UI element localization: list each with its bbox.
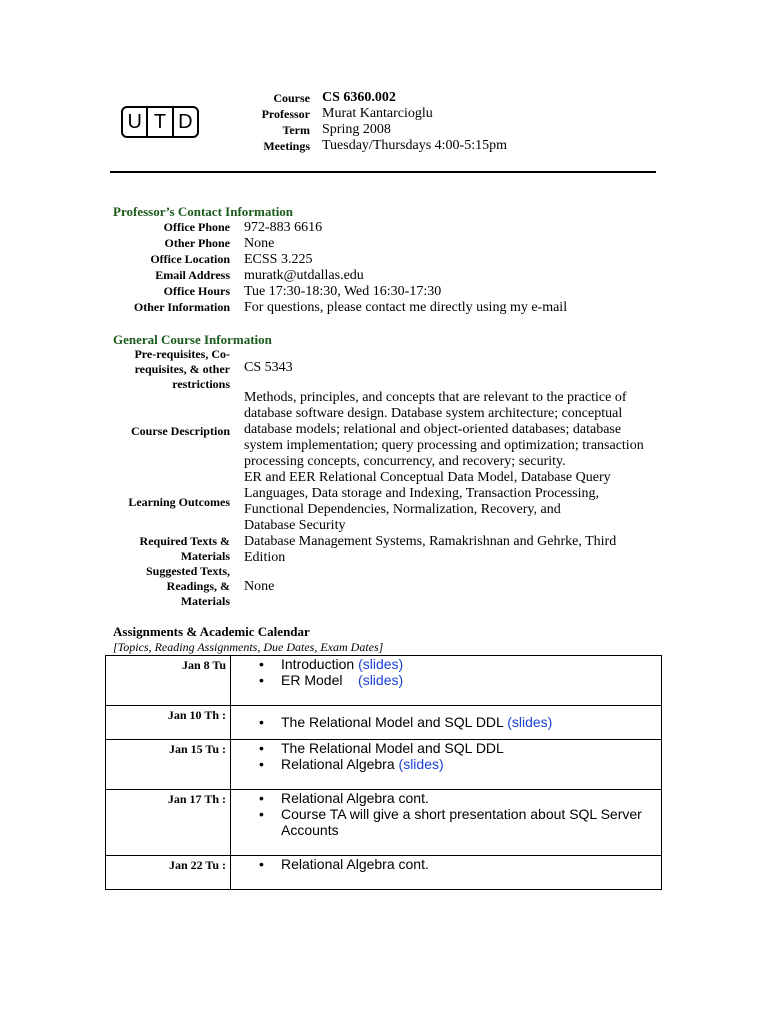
topic-text: The Relational Model and SQL DDL — [281, 714, 508, 730]
description-line: database software design. Database system architecture; conceptual — [244, 406, 623, 421]
required-label-line: Required Texts & — [139, 534, 230, 548]
calendar-topics — [231, 706, 662, 740]
contact-value: For questions, please contact me directly using my e-mail — [244, 300, 568, 315]
topic-text: Relational Algebra cont. — [281, 856, 429, 872]
header-value: Tuesday/Thursdays 4:00-5:15pm — [322, 138, 507, 153]
topic-text: The Relational Model and SQL DDL — [281, 740, 504, 756]
prereq-row — [100, 347, 644, 392]
utd-logo — [121, 106, 199, 138]
prereq-value: CS 5343 — [244, 360, 293, 375]
header-divider — [110, 171, 656, 173]
contact-label: Office Hours — [163, 284, 230, 298]
slides-link[interactable]: (slides) — [507, 714, 553, 730]
list-item — [281, 672, 661, 688]
required-label-line: Materials — [180, 549, 230, 563]
calendar-topics — [231, 790, 662, 856]
contact-value: 972-883 6616 — [244, 220, 323, 235]
required-texts-value — [244, 534, 644, 566]
suggested-texts-row — [100, 564, 644, 609]
calendar-table — [105, 655, 662, 890]
description-label: Course Description — [131, 424, 230, 438]
table-row — [106, 790, 662, 856]
table-row — [106, 706, 662, 740]
table-row — [106, 856, 662, 890]
general-section-title: General Course Information — [113, 332, 272, 347]
required-texts-row — [100, 534, 644, 566]
description-line: system implementation; query processing and optimization; transaction — [244, 438, 644, 453]
header-label: Term — [282, 123, 310, 137]
contact-row-office-phone — [100, 220, 644, 236]
contact-row-email — [100, 268, 644, 284]
header-label: Professor — [261, 107, 310, 121]
contact-value: None — [244, 236, 275, 251]
topic-text: Course TA will give a short presentation about SQL Server Accounts — [281, 806, 642, 838]
email-address-value[interactable]: muratk@utdallas.edu — [244, 268, 364, 283]
header-label: Meetings — [263, 139, 310, 153]
table-row — [106, 656, 662, 706]
outcomes-row — [100, 470, 644, 534]
topic-text: Introduction — [281, 656, 359, 672]
calendar-topics — [231, 740, 662, 790]
header-value: Spring 2008 — [322, 122, 391, 137]
topic-list — [231, 740, 661, 772]
list-item — [281, 856, 661, 872]
header-row-meetings — [200, 138, 507, 154]
topic-list — [231, 790, 661, 838]
outcomes-line: Functional Dependencies, Normalization, Recovery, and — [244, 502, 561, 517]
contact-label: Email Address — [155, 268, 230, 282]
contact-section-title: Professor’s Contact Information — [113, 204, 294, 219]
header-value: Murat Kantarcioglu — [322, 106, 433, 121]
calendar-date: Jan 22 Tu : — [106, 856, 231, 890]
contact-row-other-phone — [100, 236, 644, 252]
outcomes-value — [244, 470, 644, 534]
topic-list — [231, 714, 661, 730]
suggested-texts-label — [100, 564, 230, 609]
topic-text: ER Model — [281, 672, 359, 688]
slides-link[interactable]: (slides) — [398, 756, 444, 772]
calendar-topics — [231, 856, 662, 890]
contact-value: ECSS 3.225 — [244, 252, 313, 267]
calendar-date: Jan 17 Th : — [106, 790, 231, 856]
header-row-course — [200, 90, 507, 106]
topic-text: Relational Algebra — [281, 756, 399, 772]
header-row-term — [200, 122, 507, 138]
suggested-label-line: Materials — [180, 594, 230, 608]
list-item — [281, 656, 661, 672]
topic-list — [231, 856, 661, 872]
description-value — [244, 390, 644, 470]
prereq-label-line: requisites, & other — [134, 362, 230, 376]
logo-letter-u: U — [127, 110, 142, 133]
list-item — [281, 806, 661, 838]
calendar-topics — [231, 656, 662, 706]
outcomes-label: Learning Outcomes — [128, 495, 230, 509]
contact-label: Other Information — [133, 300, 230, 314]
header-label: Course — [273, 91, 310, 105]
description-line: database models; relational and object-oriented databases; database — [244, 422, 622, 437]
contact-row-office-hours — [100, 284, 644, 300]
list-item — [281, 740, 661, 756]
outcomes-line: Languages, Data storage and Indexing, Transaction Processing, — [244, 486, 599, 501]
logo-letter-t: T — [146, 108, 171, 136]
topic-text: Relational Algebra cont. — [281, 790, 429, 806]
list-item — [281, 756, 661, 772]
contact-label: Office Phone — [163, 220, 230, 234]
suggested-label-line: Readings, & — [166, 579, 230, 593]
outcomes-line: ER and EER Relational Conceptual Data Model, Database Query — [244, 470, 611, 485]
prereq-label — [100, 347, 230, 392]
topic-list — [231, 656, 661, 688]
description-line: Methods, principles, and concepts that are relevant to the practice of — [244, 390, 627, 405]
calendar-date: Jan 10 Th : — [106, 706, 231, 740]
list-item — [281, 714, 661, 730]
contact-row-office-location — [100, 252, 644, 268]
contact-label: Other Phone — [164, 236, 230, 250]
required-line: Database Management Systems, Ramakrishnan and Gehrke, Third — [244, 534, 617, 549]
contact-row-other-info — [100, 300, 644, 316]
contact-label: Office Location — [150, 252, 230, 266]
contact-value: Tue 17:30-18:30, Wed 16:30-17:30 — [244, 284, 442, 299]
prereq-label-line: Pre-requisites, Co- — [134, 347, 230, 361]
description-row — [100, 390, 644, 470]
suggested-texts-value: None — [244, 579, 275, 594]
slides-link[interactable]: (slides) — [358, 672, 404, 688]
table-row — [106, 740, 662, 790]
outcomes-line: Database Security — [244, 518, 346, 533]
list-item — [281, 790, 661, 806]
header-value: CS 6360.002 — [322, 90, 396, 105]
slides-link[interactable]: (slides) — [358, 656, 404, 672]
suggested-label-line: Suggested Texts, — [145, 564, 230, 578]
calendar-subtitle: [Topics, Reading Assignments, Due Dates, Exam Dates] — [113, 640, 384, 654]
description-line: processing concepts, concurrency, and recovery; security. — [244, 454, 566, 469]
calendar-title: Assignments & Academic Calendar — [113, 624, 310, 639]
header-row-professor — [200, 106, 507, 122]
calendar-date: Jan 15 Tu : — [106, 740, 231, 790]
logo-letter-d: D — [172, 108, 197, 136]
required-texts-label — [100, 534, 230, 566]
course-header — [200, 90, 507, 154]
required-line: Edition — [244, 550, 286, 565]
calendar-date: Jan 8 Tu — [106, 656, 231, 706]
prereq-label-line: restrictions — [172, 377, 230, 391]
